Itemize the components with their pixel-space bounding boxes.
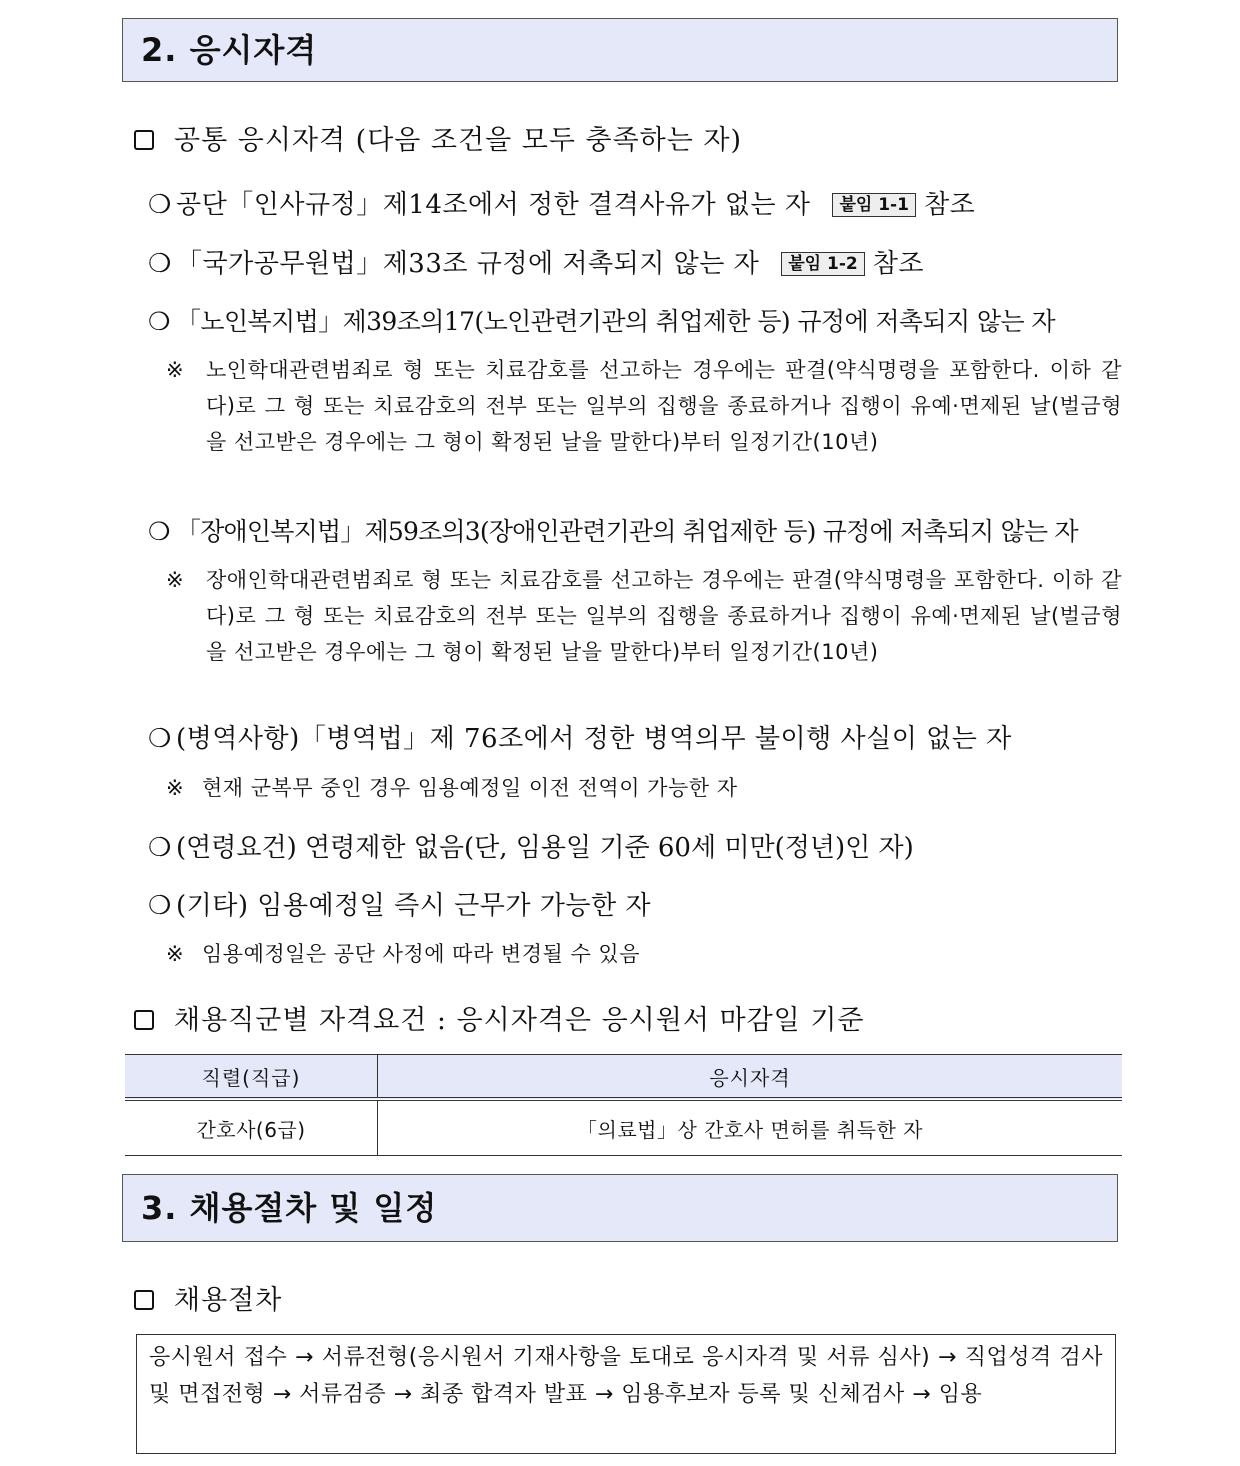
qualification-item-4 [148, 512, 1120, 548]
common-qualification-heading [134, 118, 742, 157]
job-qualification-heading-text: 채용직군별 자격요건 : 응시자격은 응시원서 마감일 기준 [174, 1005, 865, 1036]
circle-bullet-icon: ❍ [148, 517, 170, 546]
checkbox-square-icon [134, 1010, 154, 1030]
checkbox-square-icon [134, 1290, 154, 1310]
circle-bullet-icon: ❍ [148, 190, 172, 220]
disabled-abuse-note-text: 장애인학대관련범죄로 형 또는 치료감호를 선고하는 경우에는 판결(약식명령을 포함한다. 이하 같다)로 그 형 또는 치료감호의 전부 또는 일부의 집행을 종료하거나 집행이 유예·면제된 날(벌금형을 선고받은 경우에는 그 형이 확정된 날을 말한다)부터 일정기간(10년) [206, 568, 1122, 664]
military-note-text: 현재 군복무 중인 경우 임용예정일 이전 전역이 가능한 자 [202, 776, 738, 800]
table-cell-qualification: 「의료법」상 간호사 면허를 취득한 자 [378, 1099, 1123, 1156]
note-mark-icon: ※ [166, 358, 184, 382]
elder-abuse-note-text: 노인학대관련범죄로 형 또는 치료감호를 선고하는 경우에는 판결(약식명령을 포함한다. 이하 같다)로 그 형 또는 치료감호의 전부 또는 일부의 집행을 종료하거나 집행이 유예·면제된 날(벌금형을 선고받은 경우에는 그 형이 확정된 날을 말한다)부터 일정기간(10년) [206, 358, 1122, 454]
reference-tag-1-2: 붙임 1-2 [781, 252, 864, 276]
circle-bullet-icon: ❍ [148, 249, 172, 279]
circle-bullet-icon: ❍ [148, 833, 172, 863]
qualification-item-1 [148, 184, 1120, 221]
schedule-change-note-text: 임용예정일은 공단 사정에 따라 변경될 수 있음 [202, 942, 640, 966]
qualification-item-1-text: 공단「인사규정」제14조에서 정한 결격사유가 없는 자 [176, 190, 811, 220]
reference-suffix: 참조 [872, 249, 924, 279]
qualification-item-7 [148, 885, 1120, 922]
qualification-item-6 [148, 827, 1120, 864]
table-header-row [125, 1055, 1122, 1100]
circle-bullet-icon: ❍ [148, 724, 172, 754]
procedure-heading-text: 채용절차 [174, 1285, 283, 1316]
qualification-item-7-text: (기타) 임용예정일 즉시 근무가 가능한 자 [176, 891, 651, 921]
qualification-item-3-text: 「노인복지법」제39조의17(노인관련기관의 취업제한 등) 규정에 저촉되지 않는 자 [176, 307, 1055, 336]
qualification-table [125, 1054, 1122, 1156]
section-2-title: 2. 응시자격 [141, 31, 318, 69]
column-header-qualification: 응시자격 [378, 1055, 1123, 1100]
qualification-item-6-text: (연령요건) 연령제한 없음(단, 임용일 기준 60세 미만(정년)인 자) [176, 833, 914, 863]
table-cell-position: 간호사(6급) [125, 1099, 378, 1156]
note-mark-icon: ※ [166, 942, 184, 966]
reference-suffix: 참조 [923, 190, 976, 220]
job-qualification-heading [134, 998, 864, 1037]
section-3-title: 3. 채용절차 및 일정 [141, 1189, 438, 1227]
procedure-heading [134, 1278, 282, 1317]
disabled-abuse-note [166, 562, 1122, 670]
qualification-item-5-text: (병역사항)「병역법」제 76조에서 정한 병역의무 불이행 사실이 없는 자 [176, 724, 1012, 754]
circle-bullet-icon: ❍ [148, 891, 172, 921]
table-row [125, 1099, 1122, 1156]
reference-tag-1-1: 붙임 1-1 [832, 193, 915, 217]
qualification-item-3 [148, 302, 1120, 338]
military-note [166, 770, 1122, 806]
schedule-change-note [166, 936, 1122, 972]
procedure-box [136, 1334, 1116, 1454]
elder-abuse-note [166, 352, 1122, 460]
qualification-item-2 [148, 243, 1120, 280]
qualification-item-2-text: 「국가공무원법」제33조 규정에 저촉되지 않는 자 [176, 249, 760, 279]
procedure-text: 응시원서 접수 → 서류전형(응시원서 기재사항을 토대로 응시자격 및 서류 심사) → 직업성격 검사 및 면접전형 → 서류검증 → 최종 합격자 발표 → 임용후보자 등록 및 신체검사 → 임용 [149, 1345, 1103, 1407]
checkbox-square-icon [134, 130, 154, 150]
common-qualification-heading-text: 공통 응시자격 (다음 조건을 모두 충족하는 자) [174, 125, 743, 156]
qualification-item-5 [148, 718, 1120, 755]
circle-bullet-icon: ❍ [148, 307, 170, 336]
note-mark-icon: ※ [166, 776, 184, 800]
column-header-position: 직렬(직급) [125, 1055, 378, 1100]
section-3-header [122, 1174, 1118, 1242]
note-mark-icon: ※ [166, 568, 184, 592]
section-2-header [122, 18, 1118, 82]
qualification-item-4-text: 「장애인복지법」제59조의3(장애인관련기관의 취업제한 등) 규정에 저촉되지 않는 자 [176, 517, 1078, 546]
